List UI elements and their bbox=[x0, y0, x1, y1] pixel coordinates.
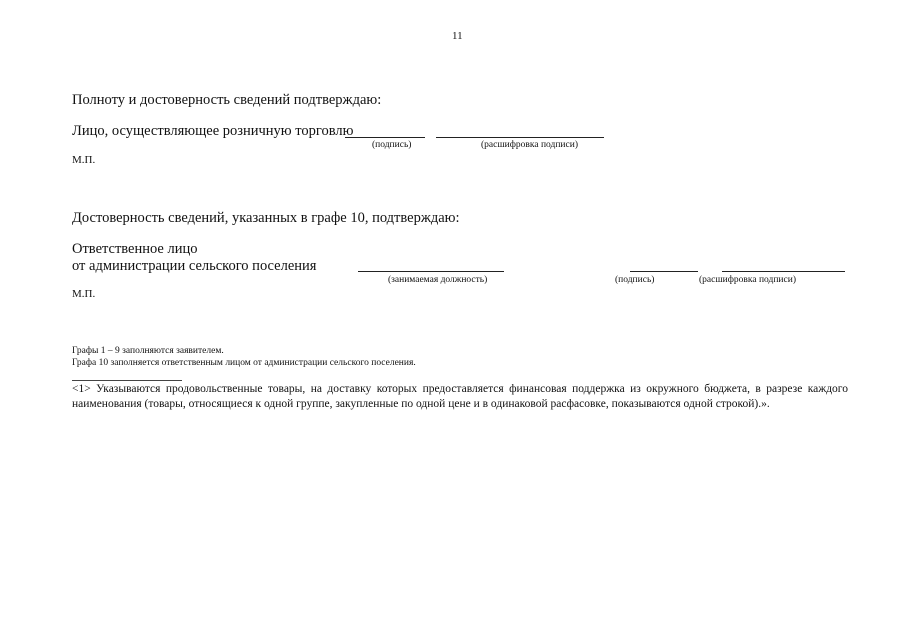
retailer-decoding-caption: (расшифровка подписи) bbox=[481, 140, 578, 150]
official-decoding-line bbox=[722, 271, 845, 272]
footnote-text: <1> Указываются продовольственные товары, на доставку которых предоставляется финансовая поддержка из окружного бюджета, в разрезе каждого наименования (товары, относящиеся к одной группе, закупленные по одной цене и в одинаковой расфасовке, показываются одной строкой).». bbox=[72, 383, 848, 410]
retailer-label: Лицо, осуществляющее розничную торговлю bbox=[72, 123, 354, 139]
position-caption: (занимаемая должность) bbox=[388, 275, 488, 285]
responsible-person-label: Ответственное лицо bbox=[72, 241, 198, 257]
note-graph-10: Графа 10 заполняется ответственным лицом от администрации сельского поселения. bbox=[72, 358, 416, 368]
official-decoding-caption: (расшифровка подписи) bbox=[699, 275, 796, 285]
footnote-separator bbox=[72, 380, 182, 381]
official-signature-line bbox=[630, 271, 698, 272]
page-number: 11 bbox=[452, 30, 463, 42]
graph10-confirmation-heading: Достоверность сведений, указанных в графе 10, подтверждаю: bbox=[72, 210, 460, 226]
stamp-placeholder: М.П. bbox=[72, 288, 96, 300]
official-signature-caption: (подпись) bbox=[615, 275, 655, 285]
retailer-signature-line bbox=[345, 137, 425, 138]
retailer-signature-caption: (подпись) bbox=[372, 140, 412, 150]
retailer-decoding-line bbox=[436, 137, 604, 138]
administration-label: от администрации сельского поселения bbox=[72, 258, 317, 274]
note-graphs-1-9: Графы 1 – 9 заполняются заявителем. bbox=[72, 346, 224, 356]
stamp-placeholder: М.П. bbox=[72, 154, 96, 166]
completeness-confirmation-heading: Полноту и достоверность сведений подтверждаю: bbox=[72, 92, 382, 108]
position-line bbox=[358, 271, 504, 272]
